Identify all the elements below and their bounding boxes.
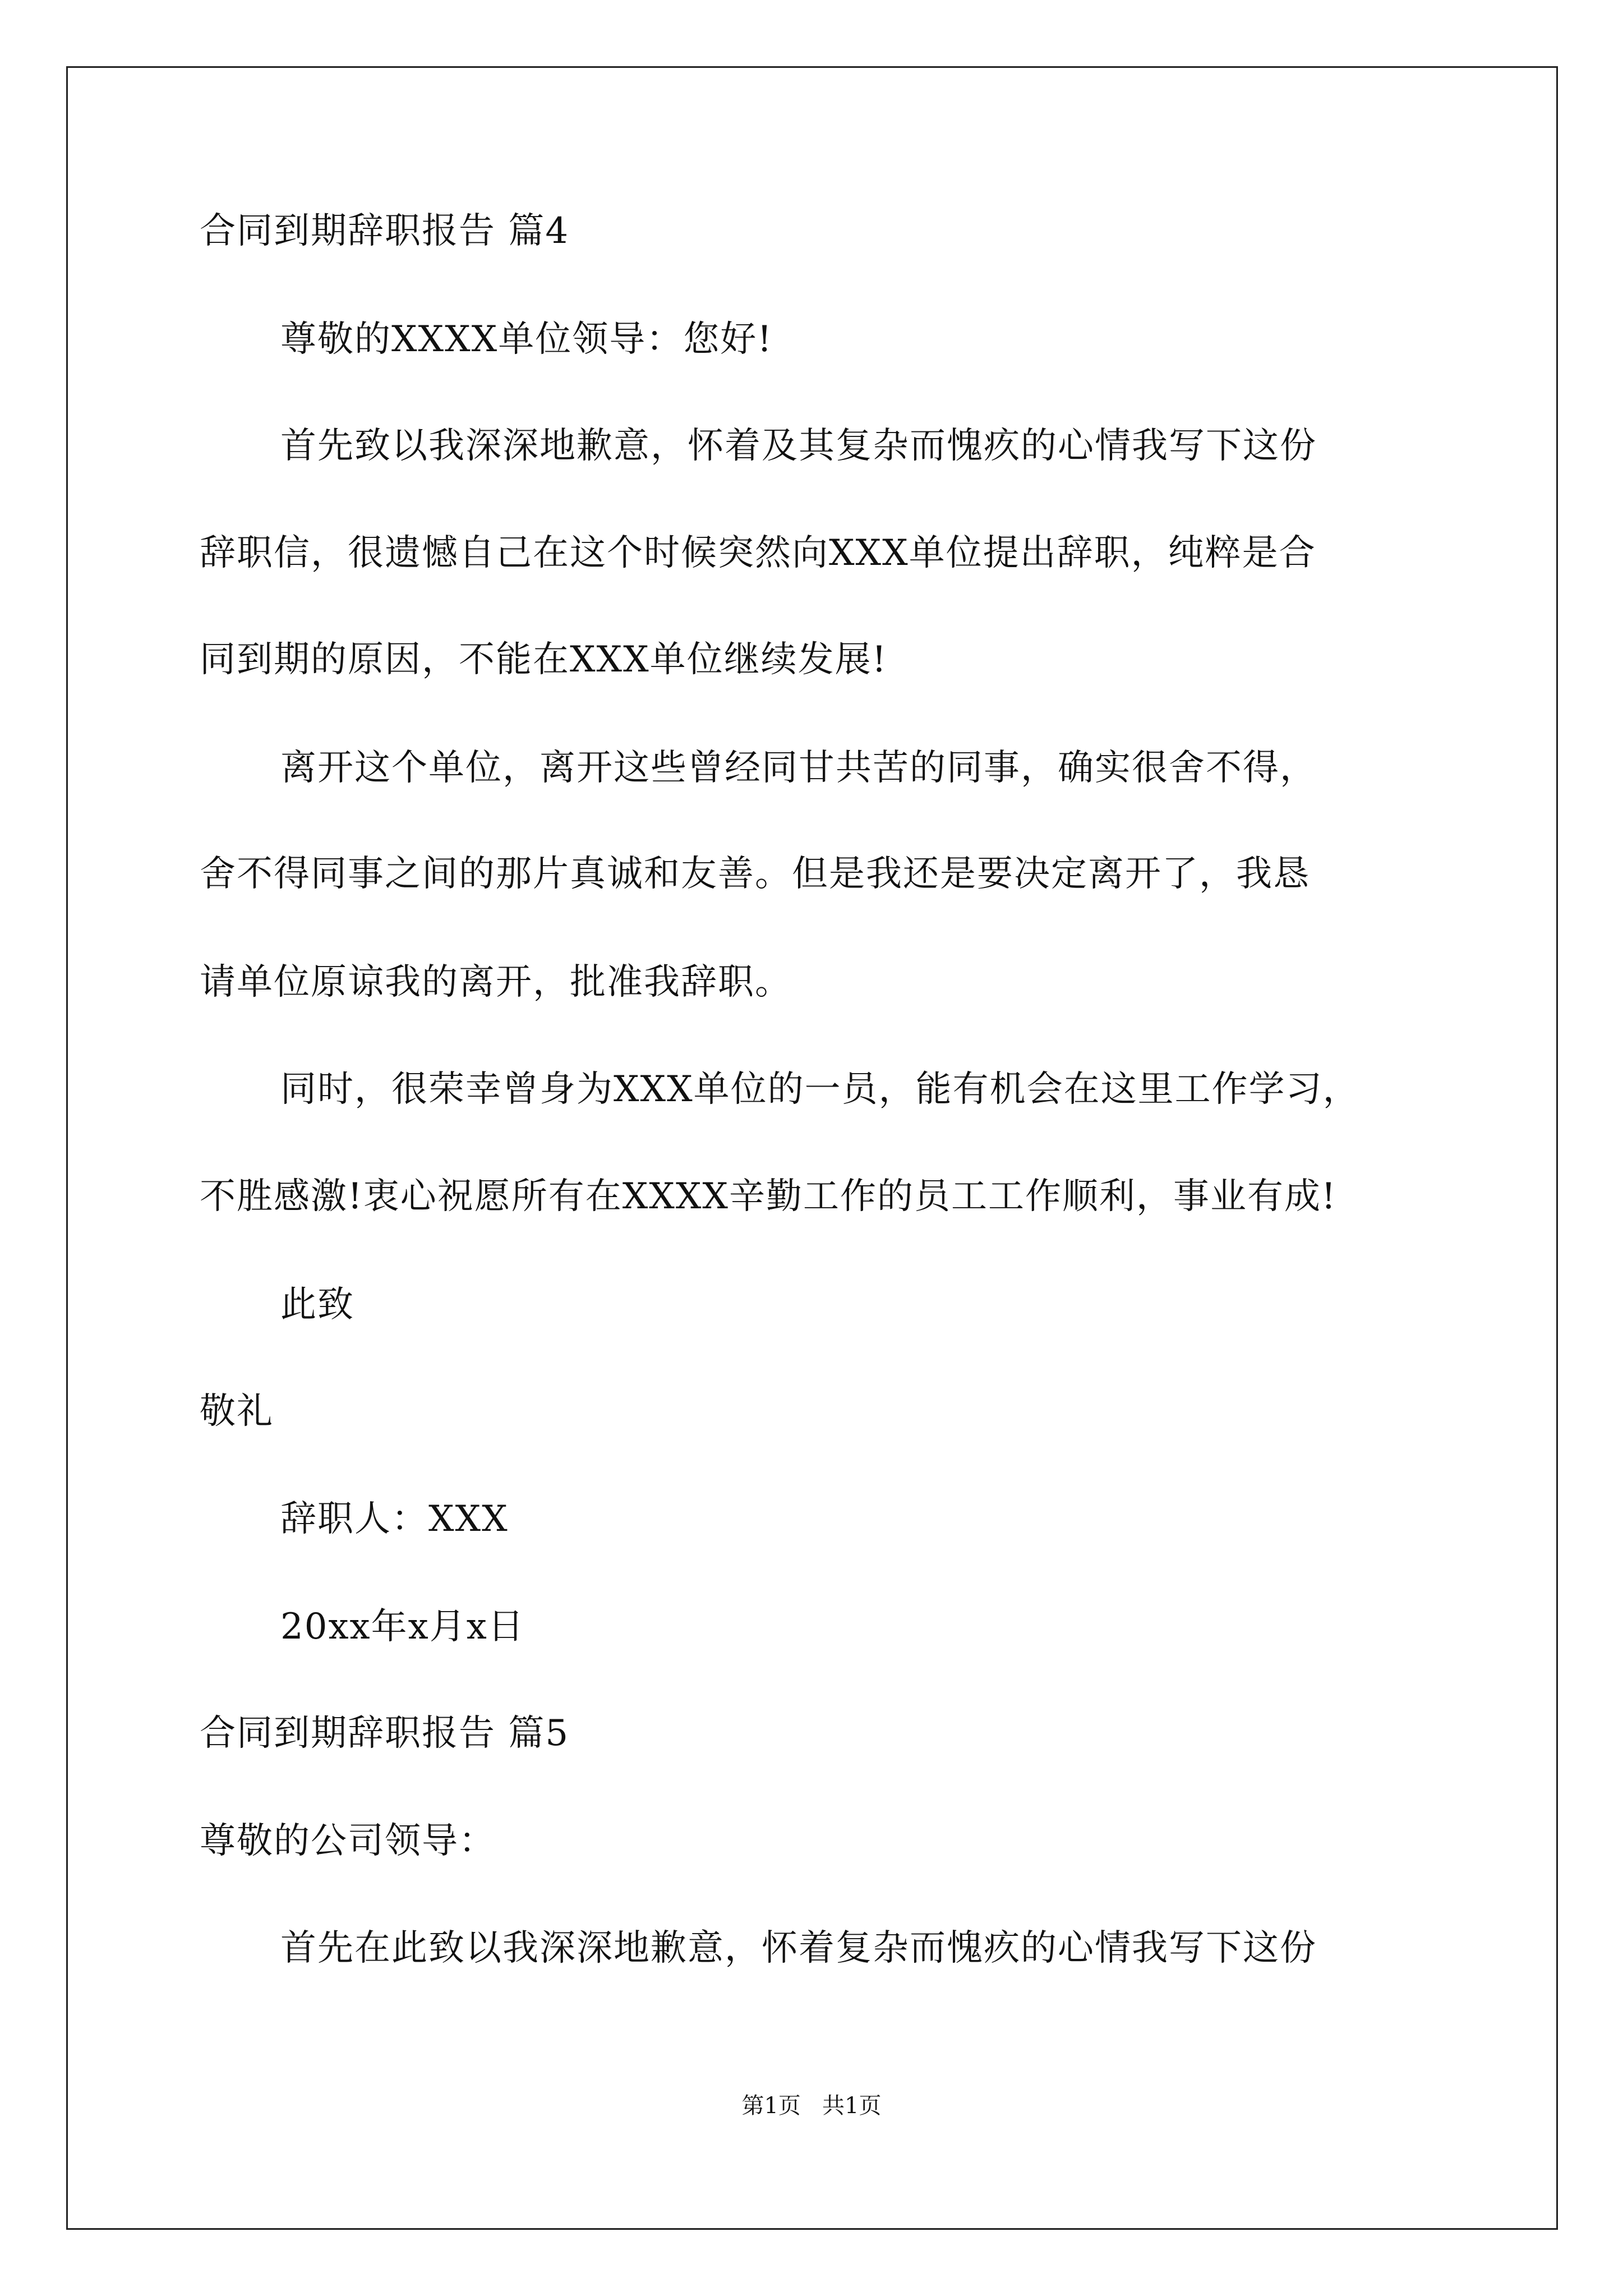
- paragraph-line: 离开这个单位，离开这些曾经同甘共苦的同事，确实很舍不得，: [280, 747, 1317, 789]
- paragraph-line: 请单位原谅我的离开，批准我辞职。: [200, 961, 792, 1003]
- page-border: [66, 66, 1558, 2230]
- paragraph-line: 辞职信，很遗憾自己在这个时候突然向XXX单位提出辞职，纯粹是合: [200, 532, 1316, 574]
- section-heading-4: 合同到期辞职报告 篇4: [200, 210, 570, 252]
- paragraph-line: 舍不得同事之间的那片真诚和友善。但是我还是要决定离开了，我恳: [200, 853, 1310, 895]
- paragraph-line: 首先在此致以我深深地歉意，怀着复杂而愧疚的心情我写下这份: [280, 1927, 1317, 1969]
- closing-regards: 敬礼: [200, 1391, 274, 1432]
- paragraph-line: 不胜感激!衷心祝愿所有在XXXX辛勤工作的员工工作顺利，事业有成!: [200, 1176, 1337, 1217]
- paragraph-line: 同时，很荣幸曾身为XXX单位的一员，能有机会在这里工作学习，: [280, 1069, 1360, 1110]
- salutation-line: 尊敬的XXXX单位领导：您好!: [280, 319, 773, 360]
- closing-line: 此致: [280, 1284, 354, 1326]
- section-heading-5: 合同到期辞职报告 篇5: [200, 1713, 570, 1754]
- salutation-line: 尊敬的公司领导：: [200, 1820, 496, 1862]
- signature-line: 辞职人：XXX: [280, 1498, 509, 1540]
- paragraph-line: 同到期的原因，不能在XXX单位继续发展!: [200, 639, 888, 680]
- page-number-footer: 第1页 共1页: [741, 2093, 882, 2119]
- date-line: 20xx年x月x日: [280, 1606, 525, 1648]
- paragraph-line: 首先致以我深深地歉意，怀着及其复杂而愧疚的心情我写下这份: [280, 425, 1317, 467]
